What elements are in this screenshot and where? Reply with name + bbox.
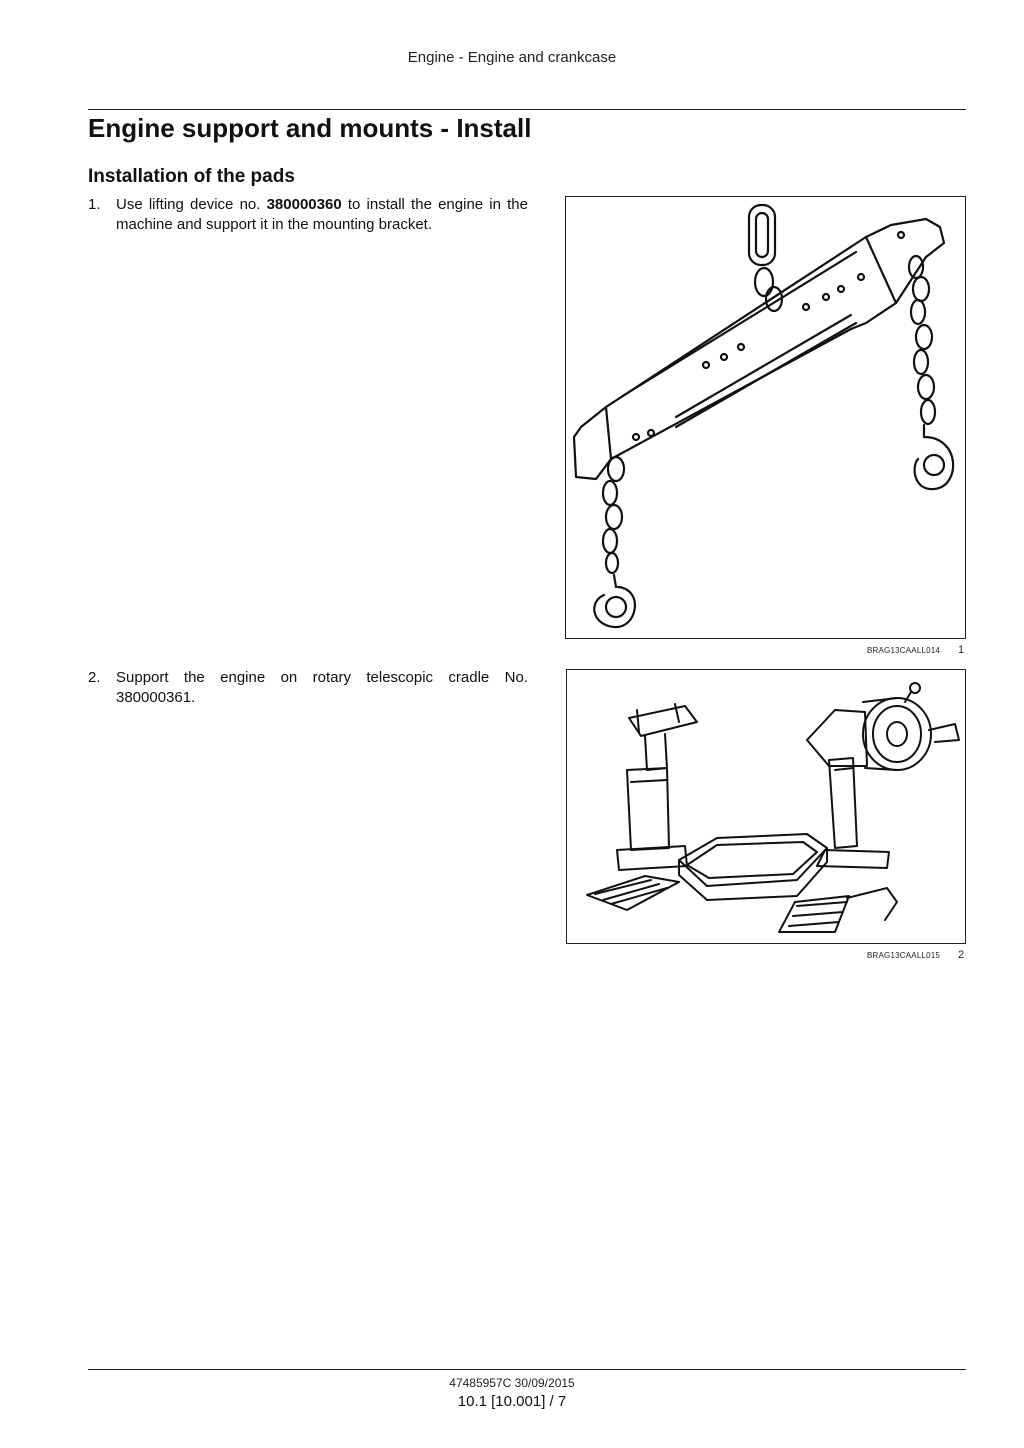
running-header: Engine - Engine and crankcase	[407, 49, 617, 66]
page-title: Engine support and mounts - Install	[88, 113, 532, 143]
footer-page-reference: 10.1 [10.001] / 7	[457, 1393, 567, 1410]
lifting-beam-with-chains-illustration	[566, 197, 965, 638]
section-subtitle: Installation of the pads	[88, 166, 295, 187]
header-rule	[88, 109, 966, 110]
part-number: 380000360	[266, 196, 342, 213]
figure-1-lifting-device	[565, 196, 966, 639]
step-text: Support the engine on rotary telescopic cradle No. 380000361.	[116, 669, 528, 706]
figure-2-number: 2	[958, 949, 965, 961]
footer-rule	[88, 1369, 966, 1370]
footer-document-reference: 47485957C 30/09/2015	[449, 1376, 575, 1390]
figure-2-cradle	[566, 669, 966, 944]
figure-2-caption: BRAG13CAALL015	[867, 951, 941, 960]
step-1	[88, 195, 528, 235]
step-2	[88, 668, 528, 708]
figure-1-caption: BRAG13CAALL014	[867, 646, 941, 655]
step-text: Use lifting device no. 380000360 to install the engine in the machine and support it in the mounting bracket.	[116, 196, 528, 233]
rotary-telescopic-cradle-illustration	[567, 670, 965, 943]
step-number: 2.	[88, 669, 101, 686]
figure-1-number: 1	[958, 644, 965, 656]
step-number: 1.	[88, 196, 101, 213]
